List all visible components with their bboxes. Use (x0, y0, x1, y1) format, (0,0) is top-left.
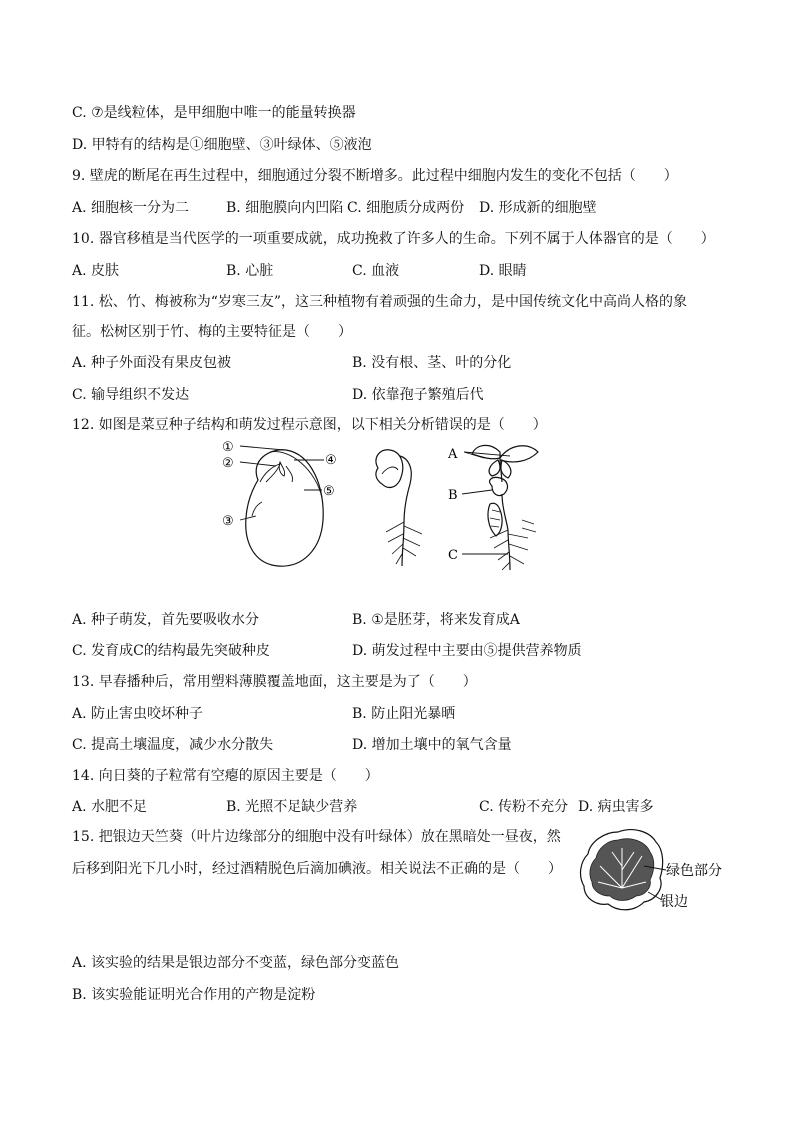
q14-option-c: C. 传粉不充分 (479, 799, 569, 815)
seed-label-4: ④ (325, 453, 337, 468)
q9-option-a: A. 细胞核一分为二 (72, 200, 190, 216)
q11-option-c: C. 输导组织不发达 (72, 387, 190, 403)
q13-option-d: D. 增加土壤中的氧气含量 (352, 737, 512, 753)
q14-stem: 14. 向日葵的子粒常有空瘪的原因主要是（ ） (72, 768, 379, 784)
seed-label-3: ③ (222, 514, 234, 529)
q13-stem: 13. 早春播种后，常用塑料薄膜覆盖地面，这主要是为了（ ） (72, 674, 477, 690)
q10-option-b: B. 心脏 (226, 263, 274, 279)
q11-option-b: B. 没有根、茎、叶的分化 (352, 355, 512, 371)
q9-option-b: B. 细胞膜向内凹陷 (226, 200, 344, 216)
q14-option-a: A. 水肥不足 (72, 799, 148, 815)
q12-option-b: B. ①是胚芽，将来发育成A (352, 612, 520, 628)
q15-option-b: B. 该实验能证明光合作用的产物是淀粉 (72, 987, 316, 1003)
bean-seed-germination-figure (210, 438, 590, 580)
seedling-label-b: B (448, 488, 458, 503)
q12-option-d: D. 萌发过程中主要由⑤提供营养物质 (352, 643, 582, 659)
q15-option-a: A. 该实验的结果是银边部分不变蓝，绿色部分变蓝色 (72, 955, 400, 971)
q8-option-c: C. ⑦是线粒体，是甲细胞中唯一的能量转换器 (72, 105, 356, 121)
q12-option-a: A. 种子萌发，首先要吸收水分 (72, 612, 260, 628)
q12-stem: 12. 如图是菜豆种子结构和萌发过程示意图，以下相关分析错误的是（ ） (72, 417, 547, 433)
leaf-label-green: 绿色部分 (666, 863, 722, 879)
leaf-label-silver-edge: 银边 (660, 894, 688, 910)
q14-option-b: B. 光照不足缺少营养 (226, 799, 358, 815)
q13-option-c: C. 提高土壤温度，减少水分散失 (72, 737, 274, 753)
q10-option-c: C. 血液 (352, 263, 400, 279)
variegated-geranium-leaf-figure (578, 826, 728, 914)
q13-option-b: B. 防止阳光暴晒 (352, 706, 456, 722)
q8-option-d: D. 甲特有的结构是①细胞壁、③叶绿体、⑤液泡 (72, 137, 372, 153)
q10-option-d: D. 眼睛 (479, 263, 527, 279)
q9-option-d: D. 形成新的细胞壁 (479, 200, 597, 216)
q14-option-d: D. 病虫害多 (578, 799, 654, 815)
seed-label-1: ① (222, 440, 234, 455)
q15-stem-line2: 后移到阳光下几小时，经过酒精脱色后滴加碘液。相关说法不正确的是（ ） (72, 861, 562, 877)
q11-stem-line1: 11. 松、竹、梅被称为“岁寒三友”，这三种植物有着顽强的生命力，是中国传统文化中高尚人格的象 (72, 294, 688, 310)
q11-option-a: A. 种子外面没有果皮包被 (72, 355, 232, 371)
q12-option-c: C. 发育成C的结构最先突破种皮 (72, 643, 270, 659)
seed-structure-drawing (240, 446, 324, 566)
seedling-label-a: A (448, 447, 458, 462)
q15-stem-line1: 15. 把银边天竺葵（叶片边缘部分的细胞中没有叶绿体）放在黑暗处一昼夜，然 (72, 829, 561, 845)
q10-option-a: A. 皮肤 (72, 263, 120, 279)
seedling-drawing (462, 445, 538, 570)
q9-stem: 9. 壁虎的断尾在再生过程中，细胞通过分裂不断增多。此过程中细胞内发生的变化不包括（ ） (72, 168, 678, 184)
seedling-label-c: C (448, 548, 458, 563)
germinating-seed-drawing (376, 450, 422, 566)
q9-option-c: C. 细胞质分成两份 (347, 200, 465, 216)
seed-label-2: ② (222, 456, 234, 471)
q11-stem-line2: 征。松树区别于竹、梅的主要特征是（ ） (72, 324, 352, 340)
q13-option-a: A. 防止害虫咬坏种子 (72, 706, 204, 722)
seed-label-5: ⑤ (323, 484, 335, 499)
q11-option-d: D. 依靠孢子繁殖后代 (352, 387, 484, 403)
q10-stem: 10. 器官移植是当代医学的一项重要成就，成功挽救了许多人的生命。下列不属于人体器官的是（ ） (72, 231, 715, 247)
